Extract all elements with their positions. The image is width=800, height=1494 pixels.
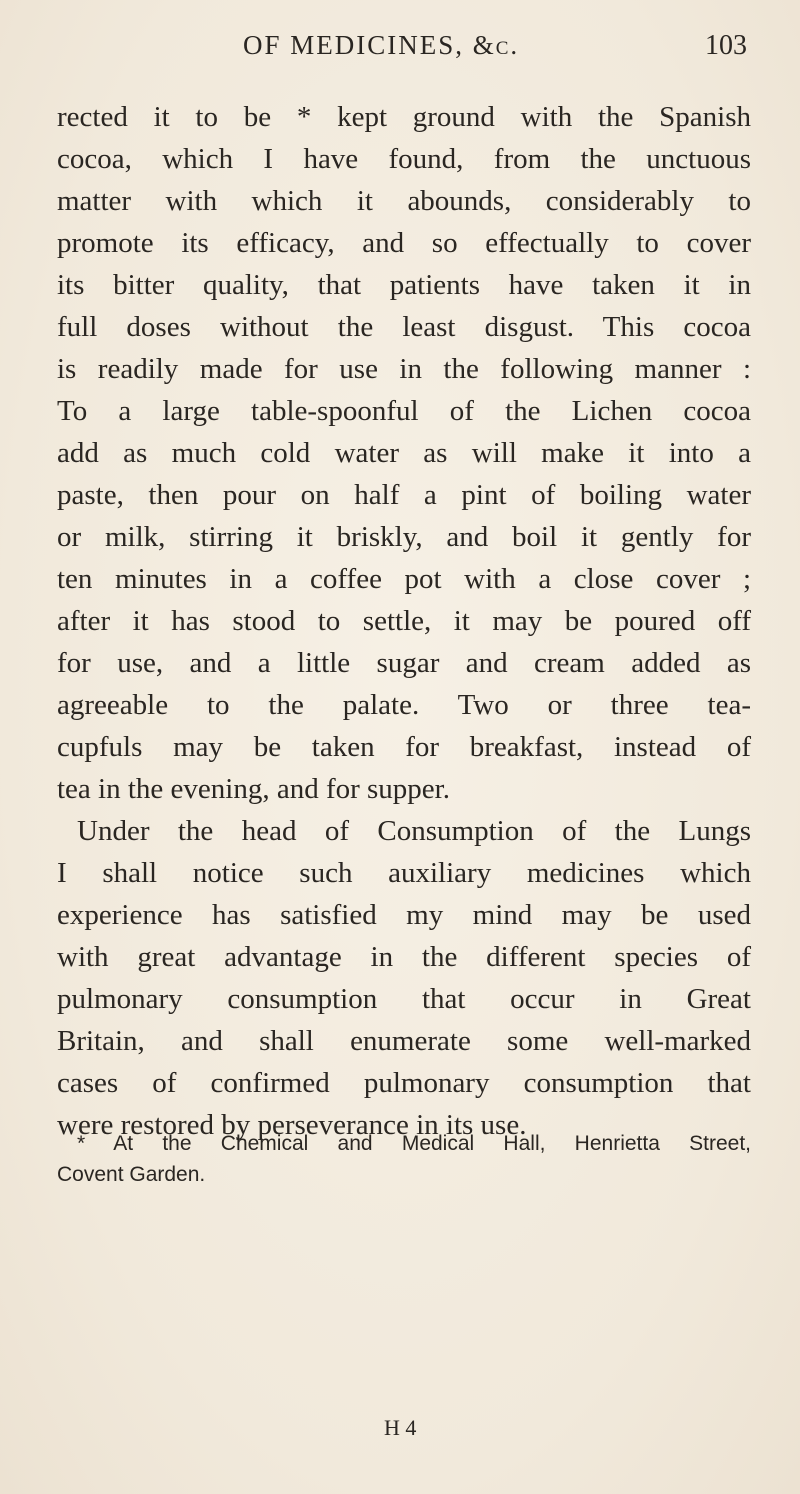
text-line: experience has satisfied my mind may be used [57, 899, 751, 931]
text-line: Under the head of Consumption of the Lungs [77, 815, 751, 847]
text-line: rected it to be * kept ground with the Spanish [57, 101, 751, 133]
text-line: paste, then pour on half a pint of boiling water [57, 479, 751, 511]
text-line: or milk, stirring it briskly, and boil it gently for [57, 521, 751, 553]
body-text [57, 96, 751, 1146]
text-line: for use, and a little sugar and cream added as [57, 647, 751, 679]
footnote [57, 1128, 751, 1190]
text-line: full doses without the least disgust. This cocoa [57, 311, 751, 343]
text-line: promote its efficacy, and so effectually to cover [57, 227, 751, 259]
text-line: add as much cold water as will make it into a [57, 437, 751, 469]
text-line: tea in the evening, and for supper. [57, 773, 450, 805]
signature-mark: H 4 [384, 1415, 417, 1440]
text-line: matter with which it abounds, considerably to [57, 185, 751, 217]
text-line: cocoa, which I have found, from the unctuous [57, 143, 751, 175]
text-line: were restored by perseverance in its use. [57, 1109, 527, 1141]
footnote-line: Covent Garden. [57, 1163, 206, 1186]
running-title: OF MEDICINES, &c. [243, 30, 520, 60]
footnote-line: * At the Chemical and Medical Hall, Henrietta Street, [77, 1132, 751, 1155]
text-line: its bitter quality, that patients have taken it in [57, 269, 751, 301]
text-line: I shall notice such auxiliary medicines which [57, 857, 751, 889]
text-line: with great advantage in the different species of [57, 941, 751, 973]
text-line: is readily made for use in the following manner : [57, 353, 751, 385]
running-head [0, 30, 800, 70]
text-line: after it has stood to settle, it may be poured off [57, 605, 751, 637]
text-line: agreeable to the palate. Two or three tea- [57, 689, 751, 721]
text-line: ten minutes in a coffee pot with a close cover ; [57, 563, 751, 595]
page-number: 103 [705, 30, 747, 61]
text-line: Britain, and shall enumerate some well-marked [57, 1025, 751, 1057]
text-line: cases of confirmed pulmonary consumption that [57, 1067, 751, 1099]
text-line: cupfuls may be taken for breakfast, instead of [57, 731, 751, 763]
text-line: To a large table-spoonful of the Lichen cocoa [57, 395, 751, 427]
text-line: pulmonary consumption that occur in Great [57, 983, 751, 1015]
